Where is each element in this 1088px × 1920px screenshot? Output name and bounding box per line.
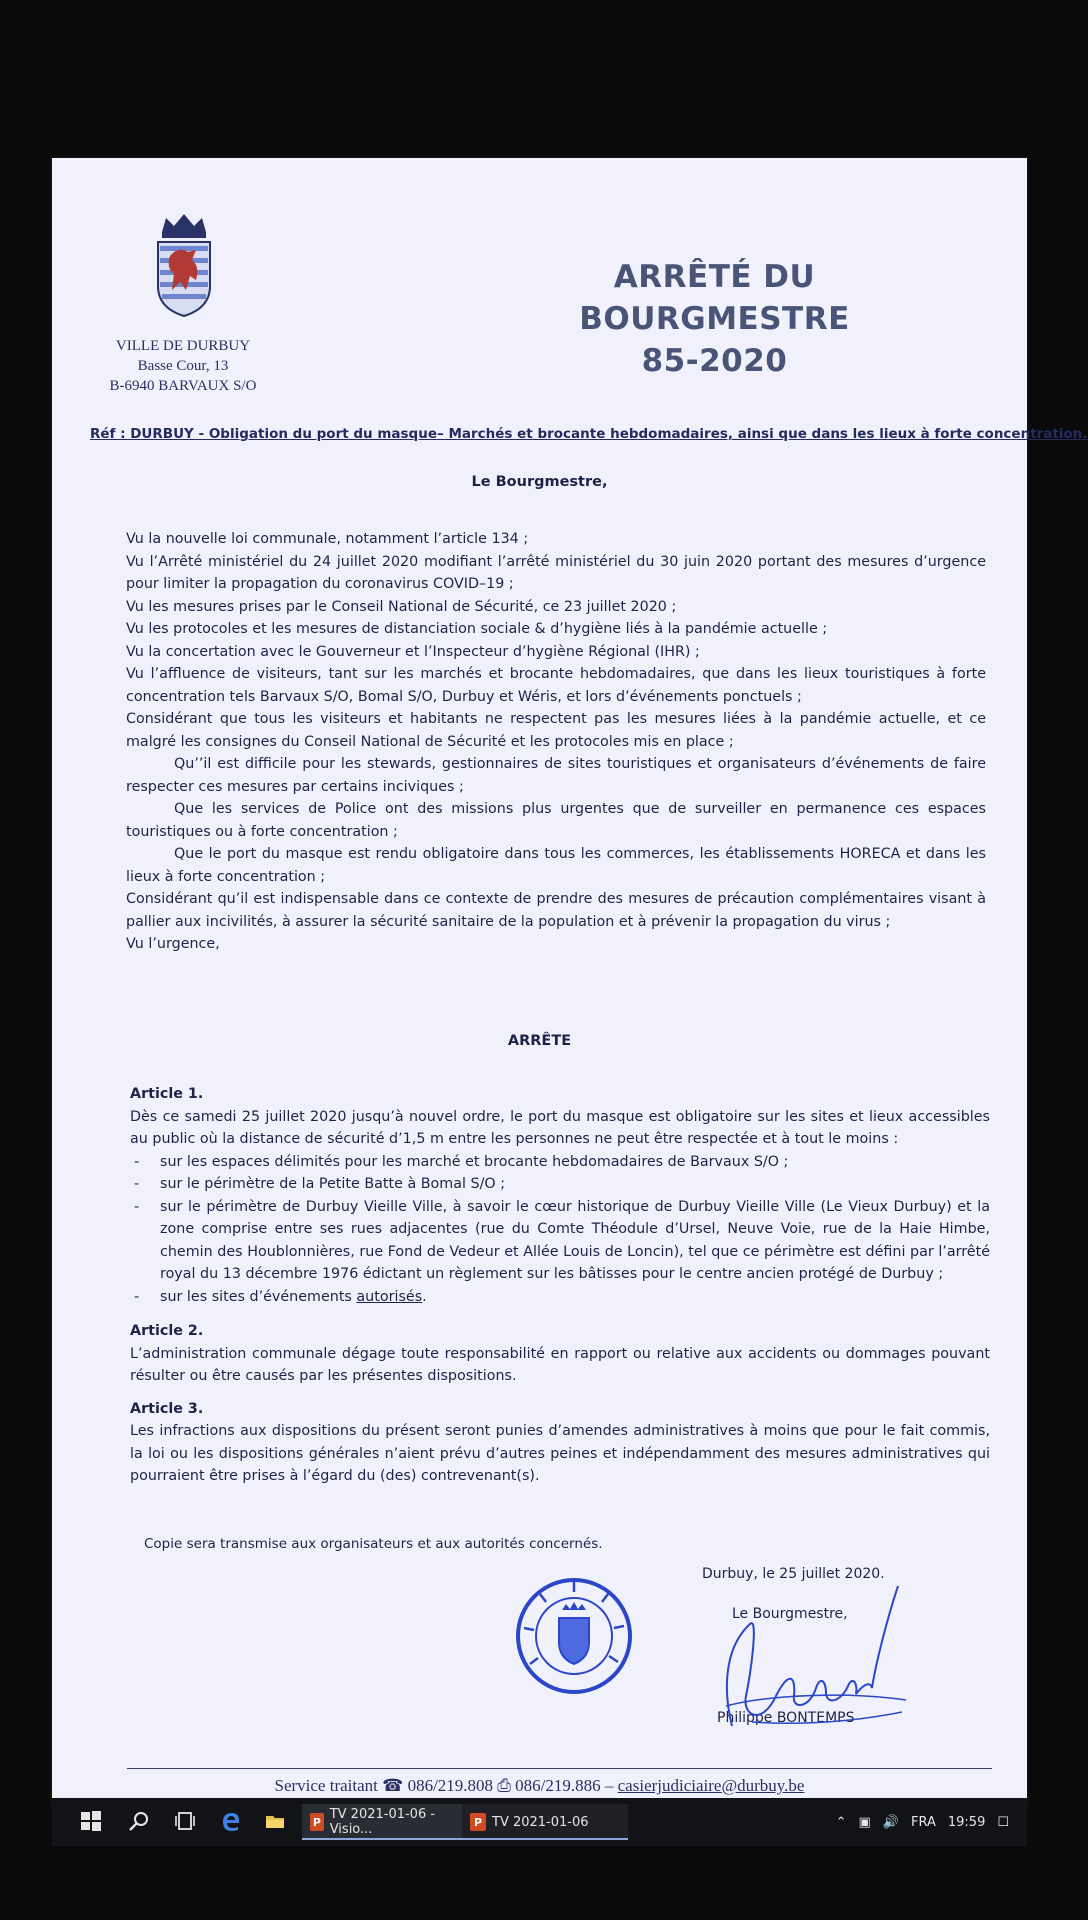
network-icon[interactable]: ▣	[858, 1814, 871, 1830]
consideration-item: Vu la concertation avec le Gouverneur et l’Inspecteur d’hygiène Régional (IHR) ;	[126, 643, 700, 660]
handwritten-signature	[692, 1576, 912, 1736]
municipal-crest-icon	[152, 210, 216, 320]
signer-role: Le Bourgmestre,	[732, 1606, 848, 1622]
consideration-item: Considérant qu’il est indispensable dans ce contexte de prendre des mesures de précaution complémentaires visant à pallier aux incivilités, à assurer la sécurité sanitaire de la population et à prévenir la propagation du virus ;	[126, 891, 986, 930]
footer-phone: 086/219.808	[407, 1776, 494, 1795]
taskbar-app-presentation-2[interactable]	[462, 1804, 628, 1840]
municipality-name: VILLE DE DURBUY	[115, 338, 251, 354]
consideration-item: Considérant que tous les visiteurs et habitants ne respectent pas les mesures liées à la pandémie actuelle, et ce malgré les consignes du Conseil National de Sécurité et les protocoles mis en place ;	[126, 711, 986, 750]
consideration-item: Vu l’Arrêté ministériel du 24 juillet 2020 modifiant l’arrêté ministériel du 30 juin 2020 portant des mesures d’urgence pour limiter la propagation du coronavirus COVID–19 ;	[126, 553, 986, 592]
phone-icon: ☎	[382, 1776, 404, 1795]
footer-fax: 086/219.886	[515, 1776, 601, 1795]
notifications-icon[interactable]: ☐	[997, 1814, 1009, 1830]
consideration-item: Vu les protocoles et les mesures de distanciation sociale & d’hygiène liés à la pandémie actuelle ;	[126, 621, 828, 637]
chevron-up-icon[interactable]: ⌃	[835, 1814, 847, 1830]
taskbar-app-label: TV 2021-01-06 - Visio...	[329, 1807, 436, 1837]
consideration-item: Que les services de Police ont des missions plus urgentes que de surveiller en permanence ces espaces touristiques ou à forte concentration ;	[126, 801, 986, 840]
bullet-item	[130, 1286, 990, 1309]
considerations-list	[126, 528, 986, 956]
bullet-text: sur les sites d’événements	[160, 1288, 357, 1305]
article-1-title: Article 1.	[130, 1086, 204, 1102]
clock[interactable]: 19:59	[947, 1814, 986, 1830]
task-view-icon[interactable]	[174, 1810, 196, 1832]
active-indicator	[462, 1838, 628, 1840]
powerpoint-icon: P	[470, 1813, 486, 1831]
file-explorer-icon[interactable]	[264, 1810, 286, 1832]
display-screen	[52, 158, 1088, 1837]
edge-browser-icon[interactable]	[220, 1810, 242, 1832]
document-title-line1: ARRÊTÉ DU BOURGMESTRE	[579, 259, 850, 337]
article-2-title: Article 2.	[130, 1323, 204, 1339]
place-date: Durbuy, le 25 juillet 2020.	[702, 1566, 885, 1582]
bullet-item: - sur le périmètre de Durbuy Vieille Ville, à savoir le cœur historique de Durbuy Vieille Ville (Le Vieux Durbuy) et la zone comprise entre ses rues adjacentes (rue du Comte Théodule d’Ursel, Neuve Voie, rue de la Haie Himbe, chemin des Houblonnières, rue Fond de Vedeur et Allée Louis de Loncin), tel que ce périmètre est défini par l’arrêté royal du 13 décembre 1976 édictant un règlement sur les bâtisses pour le centre ancien protégé de Durbuy ;	[130, 1196, 990, 1286]
municipality-block	[102, 336, 264, 396]
article-3-title: Article 3.	[130, 1400, 204, 1417]
bullet-item: - sur les espaces délimités pour les marché et brocante hebdomadaires de Barvaux S/O ;	[130, 1151, 990, 1174]
municipality-address-street: Basse Cour, 13	[137, 358, 229, 374]
article-1-body: Dès ce samedi 25 juillet 2020 jusqu’à nouvel ordre, le port du masque est obligatoire sur les sites et lieux accessibles au public où la distance de sécurité d’1,5 m entre les personnes ne peut être respectée et à tout le moins :	[130, 1108, 990, 1147]
search-icon[interactable]	[128, 1810, 150, 1832]
decision-heading: ARRÊTE	[507, 1033, 572, 1049]
bullet-item: - sur le périmètre de la Petite Batte à Bomal S/O ;	[130, 1173, 990, 1196]
footer-label: Service traitant	[274, 1776, 378, 1795]
consideration-item: Vu la nouvelle loi communale, notamment l’article 134 ;	[126, 531, 529, 547]
footer-divider	[127, 1768, 992, 1769]
footer-separator: –	[604, 1776, 614, 1795]
signer-name: Philippe BONTEMPS	[717, 1710, 855, 1726]
windows-start-icon[interactable]	[80, 1810, 102, 1832]
consideration-item: Vu l’urgence,	[126, 936, 220, 952]
active-indicator	[302, 1838, 468, 1840]
taskbar-app-label: TV 2021-01-06	[492, 1814, 589, 1830]
article-1-bullets	[130, 1151, 990, 1309]
volume-icon[interactable]: 🔊	[882, 1814, 899, 1830]
consideration-item: Que le port du masque est rendu obligatoire dans tous les commerces, les établissements HORECA et dans les lieux à forte concentration ;	[126, 846, 986, 885]
consideration-item: Vu l’affluence de visiteurs, tant sur les marchés et brocante hebdomadaires, que dans les lieux touristiques à forte concentration tels Barvaux S/O, Bomal S/O, Durbuy et Wéris, et lors d’événements ponctuels ;	[126, 666, 986, 705]
document-page	[52, 158, 1088, 1798]
footer-email-link[interactable]: casierjudiciaire@durbuy.be	[617, 1776, 805, 1795]
fax-icon: ⎙	[497, 1776, 511, 1795]
article-2-body: L’administration communale dégage toute responsabilité en rapport ou relative aux accidents ou dommages pouvant résulter ou être causés par les présentes dispositions.	[130, 1345, 990, 1384]
language-indicator[interactable]: FRA	[910, 1814, 936, 1830]
windows-taskbar	[52, 1798, 1027, 1846]
powerpoint-icon: P	[310, 1813, 324, 1831]
document-title	[492, 256, 937, 382]
copy-notice: Copie sera transmise aux organisateurs et aux autorités concernés.	[144, 1536, 603, 1552]
system-tray	[836, 1798, 1009, 1846]
article-3-body: Les infractions aux dispositions du présent seront punies d’amendes administratives à moins que pour le fait commis, la loi ou les dispositions générales n’aient prévu d’autres peines et indépendamment des mesures administratives qui pourraient être prises à l’égard du (des) contrevenant(s).	[130, 1423, 990, 1484]
taskbar-app-presentation-1[interactable]	[302, 1804, 468, 1840]
administration-stamp-icon	[514, 1576, 634, 1696]
salutation: Le Bourgmestre,	[471, 474, 608, 490]
municipality-address-city: B-6940 BARVAUX S/O	[109, 378, 257, 394]
bullet-emphasis: autorisés	[356, 1288, 423, 1305]
footer-contact	[52, 1776, 1027, 1796]
bullet-punct: .	[422, 1288, 427, 1305]
reference-line: Réf : DURBUY - Obligation du port du masque– Marchés et brocante hebdomadaires, ainsi que dans les lieux à forte concentration.	[90, 426, 1088, 442]
consideration-item: Vu les mesures prises par le Conseil National de Sécurité, ce 23 juillet 2020 ;	[126, 598, 677, 615]
document-number: 85-2020	[641, 343, 788, 379]
consideration-item: Qu’’il est difficile pour les stewards, gestionnaires de sites touristiques et organisateurs d’événements de faire respecter ces mesures par certains inciviques ;	[126, 756, 986, 795]
articles-section	[130, 1083, 990, 1498]
